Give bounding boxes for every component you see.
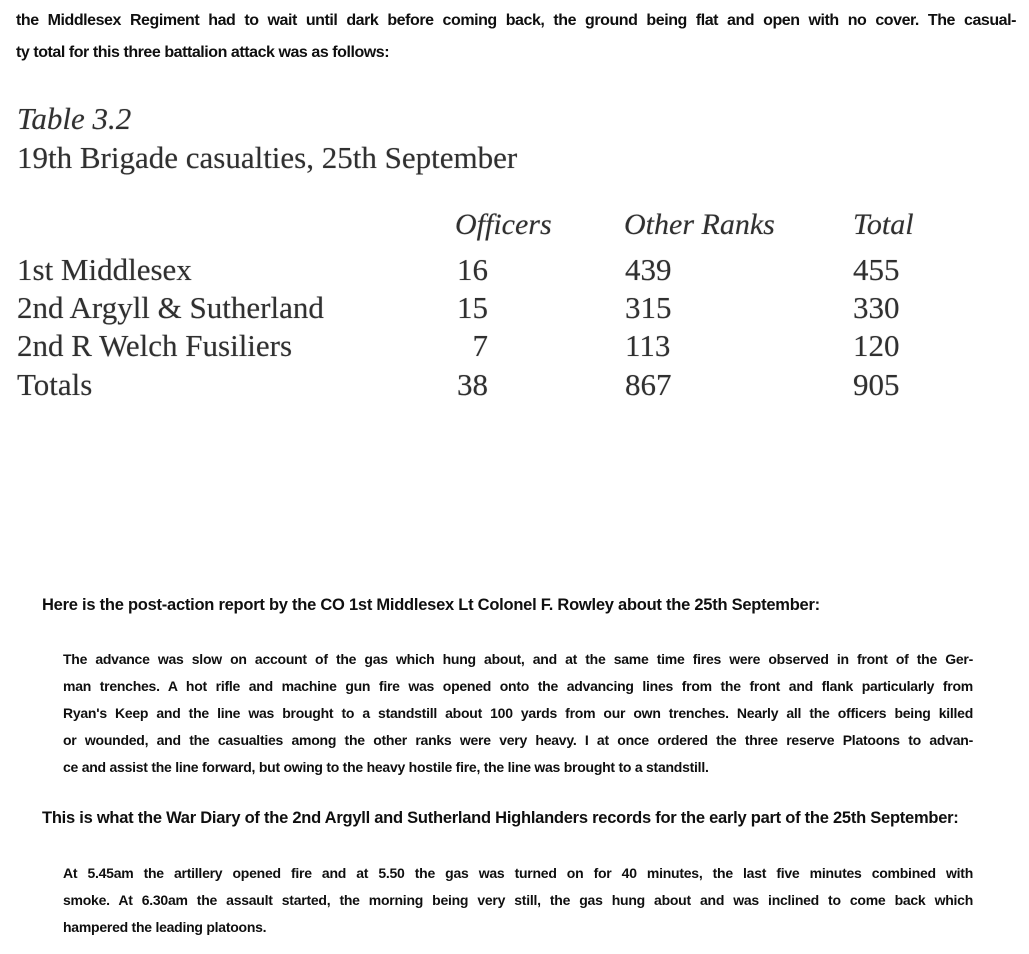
cell-other-ranks: 439 — [625, 252, 672, 287]
cell-officers: 15 — [457, 290, 488, 325]
casualty-table-figure — [17, 101, 967, 421]
cell-officers: 7 — [472, 328, 488, 363]
row-label: 1st Middlesex — [17, 252, 192, 287]
table-row — [17, 289, 967, 327]
intro-paragraph-line: the Middlesex Regiment had to wait until dark before coming back, the ground being flat and open with no cover. The casual- — [16, 12, 1016, 29]
cell-total: 330 — [853, 290, 900, 325]
cell-total: 455 — [853, 252, 900, 287]
report-quote-line: Ryan's Keep and the line was brought to a standstill about 100 yards from our own trenches. Nearly all the officers being killed — [63, 705, 973, 721]
report-quote — [63, 646, 973, 781]
intro-paragraph-line: ty total for this three battalion attack was as follows: — [16, 44, 390, 61]
cell-total: 120 — [853, 328, 900, 363]
table-row — [17, 366, 967, 404]
cell-total: 905 — [853, 367, 900, 402]
table-row — [17, 327, 967, 365]
cell-officers: 38 — [457, 367, 488, 402]
column-header-officers: Officers — [455, 208, 552, 241]
table-title: Table 3.2 — [17, 101, 132, 136]
column-header-total: Total — [853, 208, 914, 241]
table-column-headers — [17, 205, 967, 245]
report-quote-line: ce and assist the line forward, but owing to the heavy hostile fire, the line was brought to a standstill. — [63, 759, 709, 775]
row-label: 2nd Argyll & Sutherland — [17, 290, 324, 325]
column-header-other-ranks: Other Ranks — [624, 208, 775, 241]
intro-paragraph — [16, 5, 1016, 69]
diary-quote-line: smoke. At 6.30am the assault started, the morning being very still, the gas hung about and was inclined to come back which — [63, 892, 973, 908]
row-label: 2nd R Welch Fusiliers — [17, 328, 293, 363]
cell-other-ranks: 867 — [625, 367, 672, 402]
diary-quote — [63, 860, 973, 941]
table-caption: 19th Brigade casualties, 25th September — [17, 140, 518, 175]
report-quote-line: The advance was slow on account of the gas which hung about, and at the same time fires were observed in front of the Ger- — [63, 651, 973, 667]
cell-other-ranks: 113 — [625, 328, 671, 363]
row-label: Totals — [17, 367, 93, 402]
diary-quote-line: At 5.45am the artillery opened fire and at 5.50 the gas was turned on for 40 minutes, the last five minutes combined with — [63, 865, 973, 881]
table-row — [17, 251, 967, 289]
diary-quote-line: hampered the leading platoons. — [63, 919, 267, 935]
report-quote-line: or wounded, and the casualties among the other ranks were very heavy. I at once ordered the three reserve Platoons to advan- — [63, 732, 973, 748]
cell-other-ranks: 315 — [625, 290, 672, 325]
report-quote-line: man trenches. A hot rifle and machine gun fire was opened onto the advancing lines from the front and flank particularly from — [63, 678, 973, 694]
diary-intro-heading: This is what the War Diary of the 2nd Argyll and Sutherland Highlanders records for the early part of the 25th September: — [42, 809, 959, 827]
report-intro-heading: Here is the post-action report by the CO 1st Middlesex Lt Colonel F. Rowley about the 25th September: — [42, 596, 820, 614]
cell-officers: 16 — [457, 252, 488, 287]
